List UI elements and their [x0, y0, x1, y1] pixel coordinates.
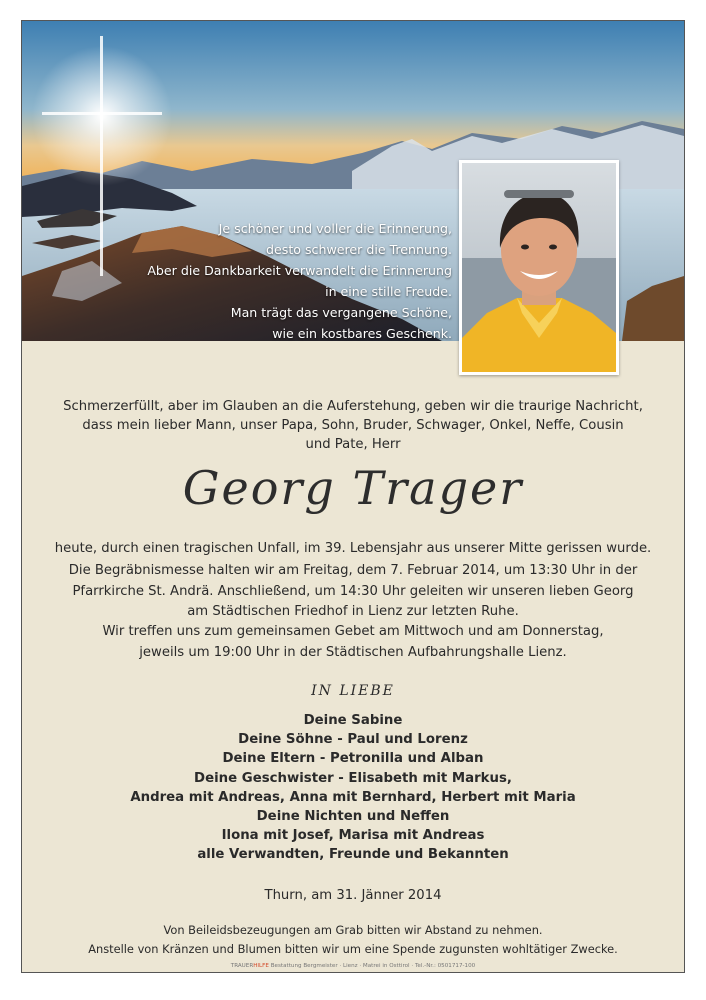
family-line: alle Verwandten, Freunde und Bekannten [197, 847, 509, 863]
footer-imprint [22, 962, 684, 970]
intro-text [22, 397, 684, 454]
poem-line: in eine stille Freude. [325, 284, 452, 299]
funeral-line: Die Begräbnismesse halten wir am Freitag, dem 7. Februar 2014, um 13:30 Uhr in der [68, 563, 638, 578]
family-line: Deine Eltern - Petronilla und Alban [222, 751, 484, 767]
poem-line: desto schwerer die Trennung. [266, 242, 452, 257]
prayer-details [22, 622, 684, 663]
family-line: Deine Geschwister - Elisabeth mit Markus, [194, 770, 512, 786]
funeral-details [22, 561, 684, 623]
place-date: Thurn, am 31. Jänner 2014 [264, 888, 442, 903]
closing-line: Von Beileidsbezeugungen am Grab bitten wir Abstand zu nehmen. [163, 923, 543, 937]
deceased-name: Georg Trager [182, 461, 524, 515]
family-line: Deine Nichten und Neffen [256, 809, 450, 825]
poem-line: Aber die Dankbarkeit verwandelt die Erinnerung [147, 263, 452, 278]
death-notice-line: heute, durch einen tragischen Unfall, im 39. Lebensjahr aus unserer Mitte gerissen wurde. [54, 541, 652, 556]
closing-line: Anstelle von Kränzen und Blumen bitten wir um eine Spende zugunsten wohltätiger Zwecke. [88, 941, 618, 956]
intro-line: und Pate, Herr [305, 437, 401, 452]
poem-line: Man trägt das vergangene Schöne, [230, 305, 452, 320]
poem-line: Je schöner und voller die Erinnerung, [218, 221, 452, 236]
family-line: Ilona mit Josef, Marisa mit Andreas [221, 828, 485, 844]
in-liebe-heading: IN LIEBE [311, 683, 395, 699]
portrait-image [462, 163, 616, 372]
footer-text: Bestattung Bergmeister · Lienz · Matrei in Osttirol · Tel.-Nr.: 0501717-100 [268, 963, 476, 969]
poem-line: wie ein kostbares Geschenk. [272, 326, 452, 341]
funeral-line: Pfarrkirche St. Andrä. Anschließend, um 14:30 Uhr geleiten wir unseren lieben Georg [72, 583, 634, 599]
prayer-line: Wir treffen uns zum gemeinsamen Gebet am Mittwoch und am Donnerstag, [102, 624, 604, 639]
funeral-line: am Städtischen Friedhof in Lienz zur letzten Ruhe. [187, 604, 519, 619]
family-line: Andrea mit Andreas, Anna mit Bernhard, Herbert mit Maria [130, 789, 576, 805]
closing-notes [22, 921, 684, 958]
intro-line: Schmerzerfüllt, aber im Glauben an die Auferstehung, geben wir die traurige Nachricht, [63, 399, 643, 414]
family-list [22, 711, 684, 865]
portrait-photo [459, 160, 619, 375]
footer-brand-a: TRAUER [230, 963, 254, 969]
obituary-card [21, 20, 685, 973]
family-line: Deine Söhne - Paul und Lorenz [238, 732, 468, 748]
poem-block [147, 218, 452, 344]
prayer-line: jeweils um 19:00 Uhr in der Städtischen Aufbahrungshalle Lienz. [139, 644, 567, 660]
footer-brand-b: HILFE [253, 963, 269, 969]
family-line: Deine Sabine [303, 713, 403, 728]
intro-line: dass mein lieber Mann, unser Papa, Sohn, Bruder, Schwager, Onkel, Neffe, Cousin [82, 418, 624, 433]
